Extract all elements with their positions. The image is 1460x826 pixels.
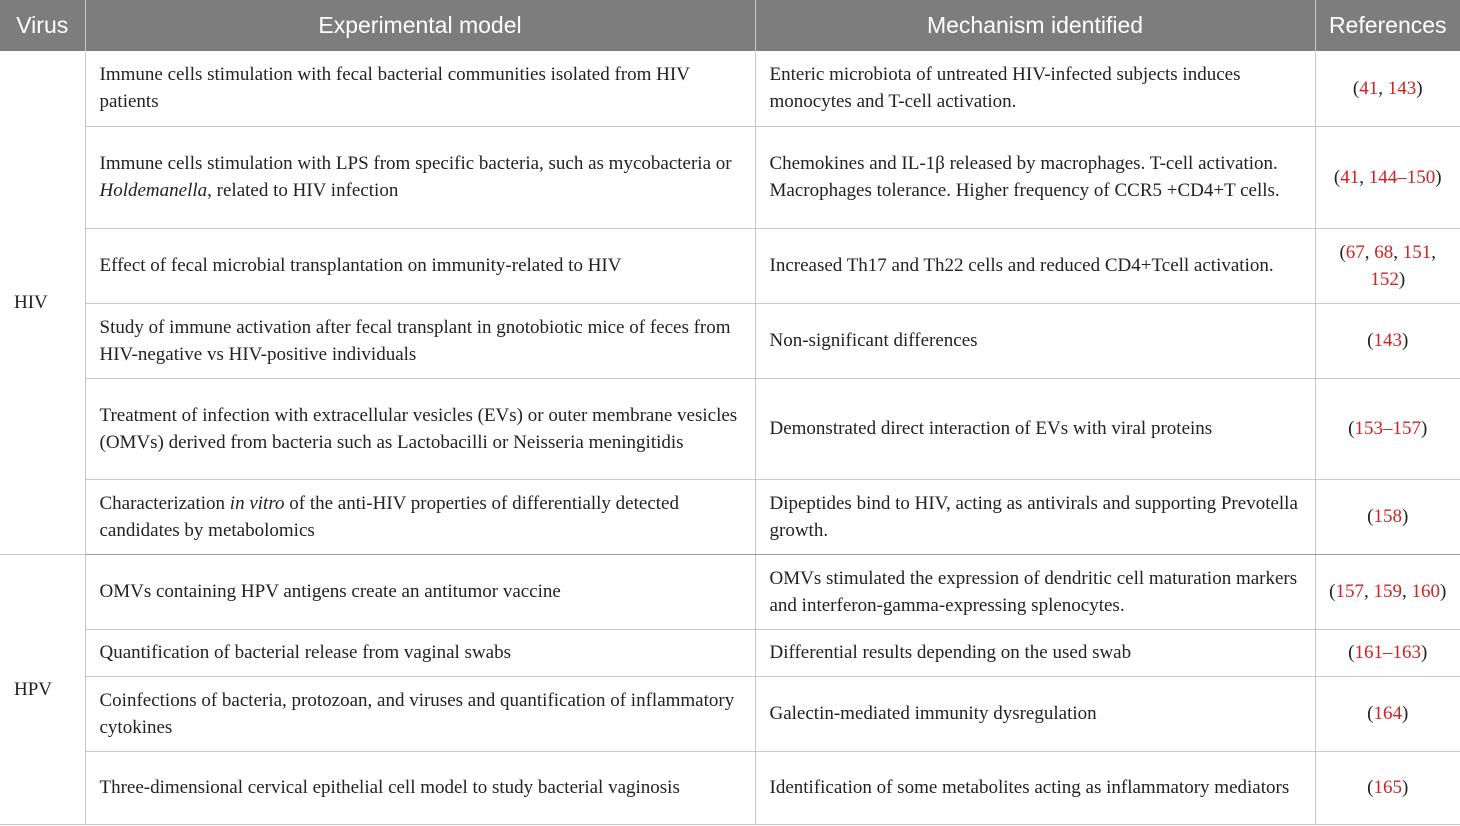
references-cell: (164): [1315, 676, 1460, 751]
model-cell: Immune cells stimulation with LPS from specific bacteria, such as mycobacteria or Holdemanella, related to HIV infection: [85, 126, 755, 228]
table-row: [0, 676, 1460, 751]
reference-link[interactable]: 157: [1335, 581, 1364, 602]
table-row: [0, 629, 1460, 676]
reference-link[interactable]: 67: [1345, 241, 1365, 263]
mechanism-cell: Increased Th17 and Th22 cells and reduced CD4+Tcell activation.: [755, 228, 1315, 303]
model-cell: Quantification of bacterial release from vaginal swabs: [85, 629, 755, 676]
table-row: [0, 479, 1460, 554]
model-italic-text: Holdemanella: [99, 180, 208, 201]
reference-link[interactable]: 144–150: [1368, 166, 1436, 188]
virus-cell-hiv: HIV: [0, 51, 85, 554]
header-mechanism: Mechanism identified: [755, 0, 1315, 51]
mechanism-cell: Differential results depending on the used swab: [755, 629, 1315, 676]
header-row: [0, 0, 1460, 51]
references-cell: (161–163): [1315, 629, 1460, 676]
reference-link[interactable]: 160: [1411, 581, 1440, 602]
table-row: [0, 303, 1460, 378]
mechanism-cell: Chemokines and IL-1β released by macrophages. T-cell activation. Macrophages tolerance. Higher frequency of CCR5 +CD4+T cells.: [755, 126, 1315, 228]
references-cell: (165): [1315, 751, 1460, 824]
model-italic-text: in vitro: [229, 492, 285, 514]
header-references: References: [1315, 0, 1460, 51]
model-cell: Characterization in vitro of the anti-HIV properties of differentially detected candidates by metabolomics: [85, 479, 755, 554]
mechanism-cell: Demonstrated direct interaction of EVs with viral proteins: [755, 378, 1315, 479]
model-cell: Treatment of infection with extracellular vesicles (EVs) or outer membrane vesicles (OMVs) derived from bacteria such as Lactobacilli or Neisseria meningitidis: [85, 378, 755, 479]
references-cell: (143): [1315, 303, 1460, 378]
model-cell: Immune cells stimulation with fecal bacterial communities isolated from HIV patients: [85, 51, 755, 126]
model-cell: OMVs containing HPV antigens create an antitumor vaccine: [85, 554, 755, 629]
header-virus: Virus: [0, 0, 85, 51]
reference-link[interactable]: 143: [1373, 330, 1402, 351]
mechanism-cell: Enteric microbiota of untreated HIV-infected subjects induces monocytes and T-cell activation.: [755, 51, 1315, 126]
table-row: [0, 554, 1460, 629]
reference-link[interactable]: 158: [1373, 506, 1402, 527]
references-cell: (41, 143): [1315, 51, 1460, 126]
table-row: [0, 51, 1460, 126]
table-row: [0, 126, 1460, 228]
reference-link[interactable]: 164: [1373, 703, 1402, 724]
reference-link[interactable]: 152: [1370, 268, 1399, 290]
reference-link[interactable]: 161–163: [1354, 642, 1421, 663]
header-experimental-model: Experimental model: [85, 0, 755, 51]
mechanism-cell: Non-significant differences: [755, 303, 1315, 378]
table-row: [0, 228, 1460, 303]
model-cell: Three-dimensional cervical epithelial cell model to study bacterial vaginosis: [85, 751, 755, 824]
references-cell: (158): [1315, 479, 1460, 554]
references-cell: (153–157): [1315, 378, 1460, 479]
table-body: [0, 51, 1460, 824]
model-cell: Study of immune activation after fecal transplant in gnotobiotic mice of feces from HIV-negative vs HIV-positive individuals: [85, 303, 755, 378]
reference-link[interactable]: 41: [1340, 166, 1360, 188]
table-row: [0, 378, 1460, 479]
reference-link[interactable]: 68: [1374, 241, 1394, 263]
mechanism-cell: Identification of some metabolites acting as inflammatory mediators: [755, 751, 1315, 824]
mechanism-cell: Dipeptides bind to HIV, acting as antivirals and supporting Prevotella growth.: [755, 479, 1315, 554]
reference-link[interactable]: 165: [1373, 777, 1402, 798]
table-row: [0, 751, 1460, 824]
reference-link[interactable]: 159: [1373, 581, 1402, 602]
reference-link[interactable]: 153–157: [1354, 418, 1421, 439]
reference-link[interactable]: 151: [1402, 241, 1432, 263]
reference-link[interactable]: 143: [1387, 77, 1417, 99]
references-cell: (41, 144–150): [1315, 126, 1460, 228]
model-cell: Coinfections of bacteria, protozoan, and viruses and quantification of inflammatory cytokines: [85, 676, 755, 751]
mechanism-cell: Galectin-mediated immunity dysregulation: [755, 676, 1315, 751]
virus-cell-hpv: HPV: [0, 554, 85, 824]
reference-link[interactable]: 41: [1359, 77, 1379, 99]
model-cell: Effect of fecal microbial transplantation on immunity-related to HIV: [85, 228, 755, 303]
references-cell: (157, 159, 160): [1315, 554, 1460, 629]
mechanism-cell: OMVs stimulated the expression of dendritic cell maturation markers and interferon-gamma-expressing splenocytes.: [755, 554, 1315, 629]
references-cell: (67, 68, 151, 152): [1315, 228, 1460, 303]
